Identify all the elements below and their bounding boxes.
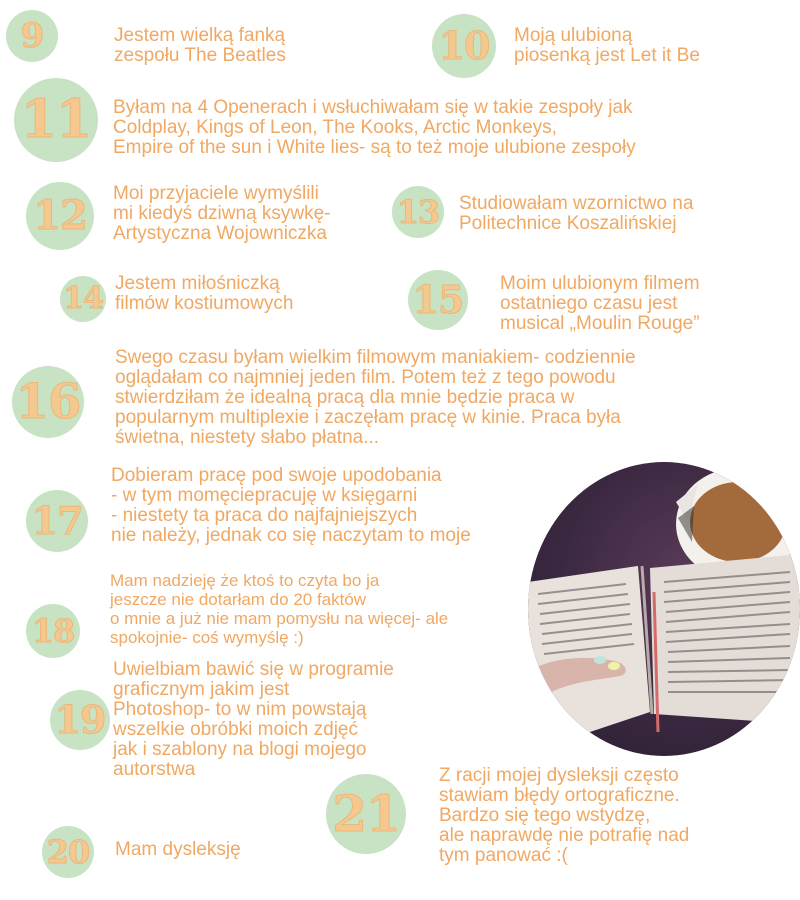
- number-badge-21: [326, 774, 406, 854]
- number-14: 14: [63, 281, 103, 316]
- number-badge-14: [60, 276, 106, 322]
- coffee-and-book-photo: [528, 462, 800, 756]
- fact-text-15: Moim ulubionym filmem ostatniego czasu jest musical „Moulin Rouge”: [500, 273, 700, 334]
- number-badge-18: [26, 604, 80, 658]
- number-badge-19: [50, 690, 110, 750]
- fact-text-20: Mam dysleksję: [115, 839, 241, 860]
- fact-text-12: Moi przyjaciele wymyślili mi kiedyś dziwną ksywkę- Artystyczna Wojowniczka: [113, 183, 331, 244]
- number-badge-15: [408, 270, 468, 330]
- number-11: 11: [20, 89, 92, 150]
- fact-text-21: Z racji mojej dysleksji często stawiam błędy ortograficzne. Bardzo się tego wstydzę, ale naprawdę nie potrafię nad tym panować :(: [439, 765, 690, 866]
- number-12: 12: [33, 192, 87, 239]
- number-badge-20: [42, 826, 94, 878]
- number-20: 20: [46, 833, 90, 871]
- fact-text-9: Jestem wielką fanką zespołu The Beatles: [114, 25, 286, 66]
- number-9: 9: [20, 16, 44, 56]
- number-badge-9: [6, 10, 58, 62]
- number-badge-13: [392, 186, 444, 238]
- fact-text-19: Uwielbiam bawić się w programie graficznym jakim jest Photoshop- to w nim powstają wszelkie obróbki moich zdjęć jak i szablony na blogi mojego autorstwa: [113, 659, 394, 780]
- number-badge-16: [12, 366, 84, 438]
- number-badge-10: [432, 14, 496, 78]
- number-18: 18: [31, 612, 75, 650]
- fact-text-10: Moją ulubioną piosenką jest Let it Be: [514, 25, 700, 66]
- photo-illustration: [528, 462, 800, 756]
- number-13: 13: [396, 193, 440, 231]
- fact-text-17: Dobieram pracę pod swoje upodobania - w tym momęciepracuję w księgarni - niestety ta praca do najfajniejszych nie należy, jednak co się naczytam to moje: [111, 465, 471, 546]
- fact-text-13: Studiowałam wzornictwo na Politechnice Koszalińskiej: [459, 193, 694, 234]
- number-17: 17: [31, 498, 83, 543]
- number-10: 10: [438, 23, 490, 68]
- fact-text-18: Mam nadzieję że ktoś to czyta bo ja jeszcze nie dotarłam do 20 faktów o mnie a już nie mam pomysłu na więcej- ale spokojnie- coś wymyślę :): [110, 571, 449, 647]
- number-badge-11: [14, 78, 98, 162]
- number-16: 16: [15, 374, 81, 430]
- number-15: 15: [412, 277, 464, 322]
- number-badge-12: [26, 182, 94, 250]
- number-21: 21: [332, 784, 400, 843]
- number-badge-17: [26, 490, 88, 552]
- fact-text-11: Byłam na 4 Openerach i wsłuchiwałam się w takie zespoły jak Coldplay, Kings of Leon, The Kooks, Arctic Monkeys, Empire of the sun i White lies- są to też moje ulubione zespoły: [113, 97, 636, 158]
- fact-text-14: Jestem miłośniczką filmów kostiumowych: [115, 273, 294, 314]
- number-19: 19: [54, 697, 106, 742]
- fact-text-16: Swego czasu byłam wielkim filmowym maniakiem- codziennie oglądałam co najmniej jeden film. Potem też z tego powodu stwierdziłam że idealną pracą dla mnie będzie praca w popularnym multiplexie i zaczęłam pracę w kinie. Praca była świetna, niestety słabo płatna...: [115, 347, 636, 448]
